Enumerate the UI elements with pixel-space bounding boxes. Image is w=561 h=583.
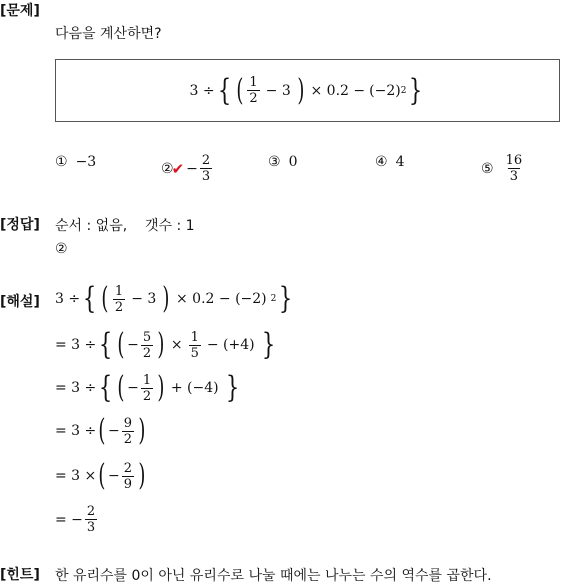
solution-label: [해설]	[0, 294, 40, 310]
problem-expression-box	[55, 59, 560, 122]
choice-4[interactable]: ④ 4	[375, 154, 405, 170]
problem-prompt: 다음을 계산하면?	[55, 26, 162, 42]
solution-step-5: = 3 × ( − $\frac{2}{9}$ )	[55, 458, 146, 493]
choice-3[interactable]: ③ 0	[268, 154, 298, 170]
answer-line: 순서 : 없음, 갯수 : 1	[55, 218, 195, 234]
choice-5[interactable]: ⑤ $\frac{16}{3}$	[481, 153, 523, 184]
choice-1[interactable]: ① −3	[55, 154, 97, 170]
hint-text: 한 유리수를 0이 아닌 유리수로 나눌 때에는 나누는 수의 역수를 곱한다.	[55, 568, 492, 583]
answer-marker: ②	[55, 241, 68, 257]
problem-label: [문제]	[0, 3, 40, 19]
problem-expression: 3 ÷ { ( $\frac{1}{2}$ − 3 ) × 0.2 − (−2) 2 }	[189, 72, 423, 108]
solution-step-6: = − $\frac{2}{3}$	[55, 504, 96, 535]
answer-label: [정답]	[0, 217, 40, 233]
expr-lead: 3 ÷	[189, 82, 215, 99]
expr-fraction: $\frac{1}{2}$	[249, 75, 258, 106]
solution-step-1: 3 ÷ { ( $\frac{1}{2}$ − 3 ) × 0.2 − (−2) 2 }	[55, 281, 293, 316]
solution-step-3: = 3 ÷ { ( − $\frac{1}{2}$ ) + (−4) }	[55, 370, 239, 405]
solution-step-4: = 3 ÷ ( − $\frac{9}{2}$ )	[55, 413, 146, 448]
choice-2[interactable]: ② ✔ − $\frac{2}{3}$	[161, 153, 211, 184]
solution-step-2: = 3 ÷ { ( − $\frac{5}{2}$ ) × $\frac{1}{5}$ − (+4) }	[55, 327, 275, 362]
checkmark-icon: ✔	[171, 159, 185, 178]
hint-label: [힌트]	[0, 567, 40, 583]
